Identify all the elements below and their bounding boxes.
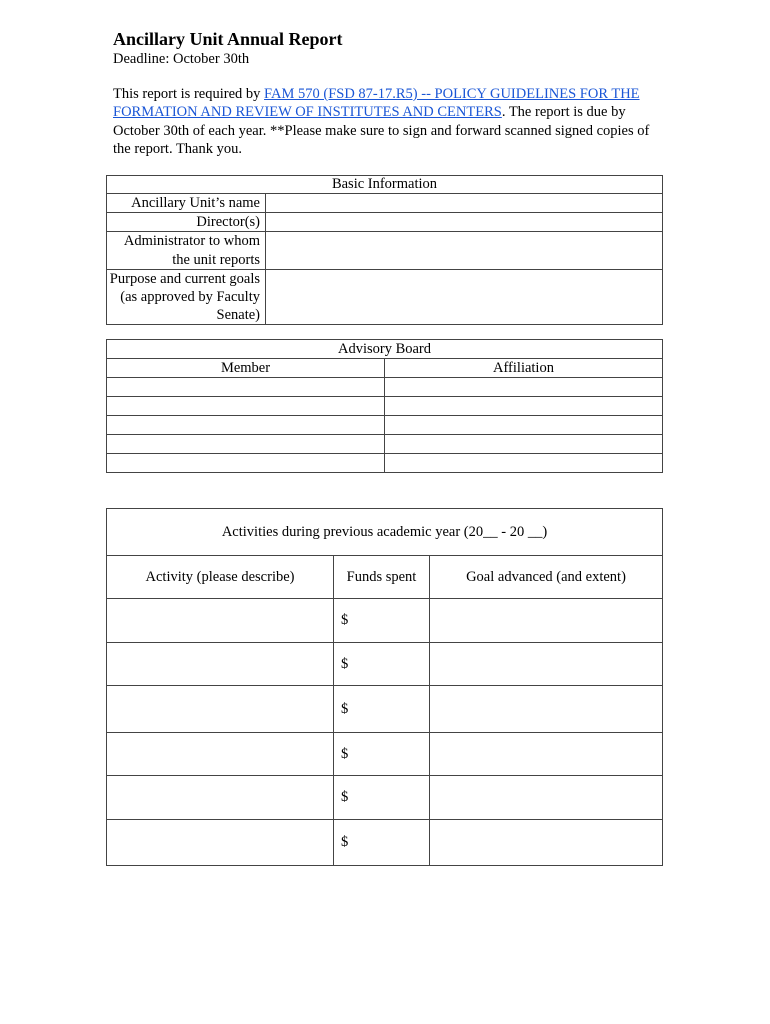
advisory-row [107,416,663,435]
goal-field[interactable] [430,733,663,776]
funds-field[interactable]: $ [334,686,430,733]
activity-field[interactable] [107,776,334,820]
affiliation-field[interactable] [385,435,663,454]
activities-header: Activities during previous academic year (20__ - 20 __) [107,509,663,556]
directors-label: Director(s) [107,213,266,232]
activity-field[interactable] [107,820,334,866]
goal-column-header: Goal advanced (and extent) [430,556,663,599]
intro-before-link: This report is required by [113,86,265,102]
administrator-label: Administrator to whom the unit reports [107,232,266,269]
report-title: Ancillary Unit Annual Report [113,29,343,49]
activities-table [106,508,663,866]
goal-field[interactable] [430,820,663,866]
goal-field[interactable] [430,599,663,643]
goal-field[interactable] [430,643,663,686]
fam-570-policy-link[interactable]: FAM 570 (FSD 87-17.R5) -- POLICY GUIDELINES FOR THE FORMATION AND REVIEW OF INSTITUTES AND CENTERS [113,86,640,121]
purpose-goals-field[interactable] [266,269,663,325]
funds-field[interactable]: $ [334,733,430,776]
funds-field[interactable]: $ [334,643,430,686]
advisory-row [107,378,663,397]
activity-column-header: Activity (please describe) [107,556,334,599]
unit-name-field[interactable] [266,194,663,213]
affiliation-field[interactable] [385,378,663,397]
funds-column-header: Funds spent [334,556,430,599]
purpose-goals-label: Purpose and current goals (as approved by Faculty Senate) [107,269,266,325]
intro-after-link: . The report is due by October 30th of each year. **Please make sure to sign and forward scanned signed copies of the report. Thank you. [113,104,650,158]
advisory-board-table [106,339,663,473]
unit-name-label: Ancillary Unit’s name [107,194,266,213]
affiliation-field[interactable] [385,397,663,416]
advisory-board-header: Advisory Board [107,340,663,359]
affiliation-field[interactable] [385,454,663,473]
directors-field[interactable] [266,213,663,232]
activity-row [107,820,663,866]
administrator-field[interactable] [266,232,663,269]
basic-information-header: Basic Information [107,176,663,194]
advisory-row [107,454,663,473]
basic-information-table [106,175,663,325]
funds-field[interactable]: $ [334,820,430,866]
funds-field[interactable]: $ [334,599,430,643]
funds-field[interactable]: $ [334,776,430,820]
member-field[interactable] [107,416,385,435]
intro-paragraph [113,85,661,159]
activity-field[interactable] [107,733,334,776]
activity-row [107,643,663,686]
activity-row [107,733,663,776]
advisory-row [107,397,663,416]
advisory-row [107,435,663,454]
deadline-text: Deadline: October 30th [113,51,250,67]
activity-field[interactable] [107,599,334,643]
activity-field[interactable] [107,643,334,686]
member-field[interactable] [107,454,385,473]
goal-field[interactable] [430,776,663,820]
activity-row [107,776,663,820]
affiliation-field[interactable] [385,416,663,435]
activity-row [107,686,663,733]
member-field[interactable] [107,435,385,454]
activity-row [107,599,663,643]
member-column-header: Member [107,359,385,378]
affiliation-column-header: Affiliation [385,359,663,378]
activity-field[interactable] [107,686,334,733]
member-field[interactable] [107,397,385,416]
member-field[interactable] [107,378,385,397]
goal-field[interactable] [430,686,663,733]
